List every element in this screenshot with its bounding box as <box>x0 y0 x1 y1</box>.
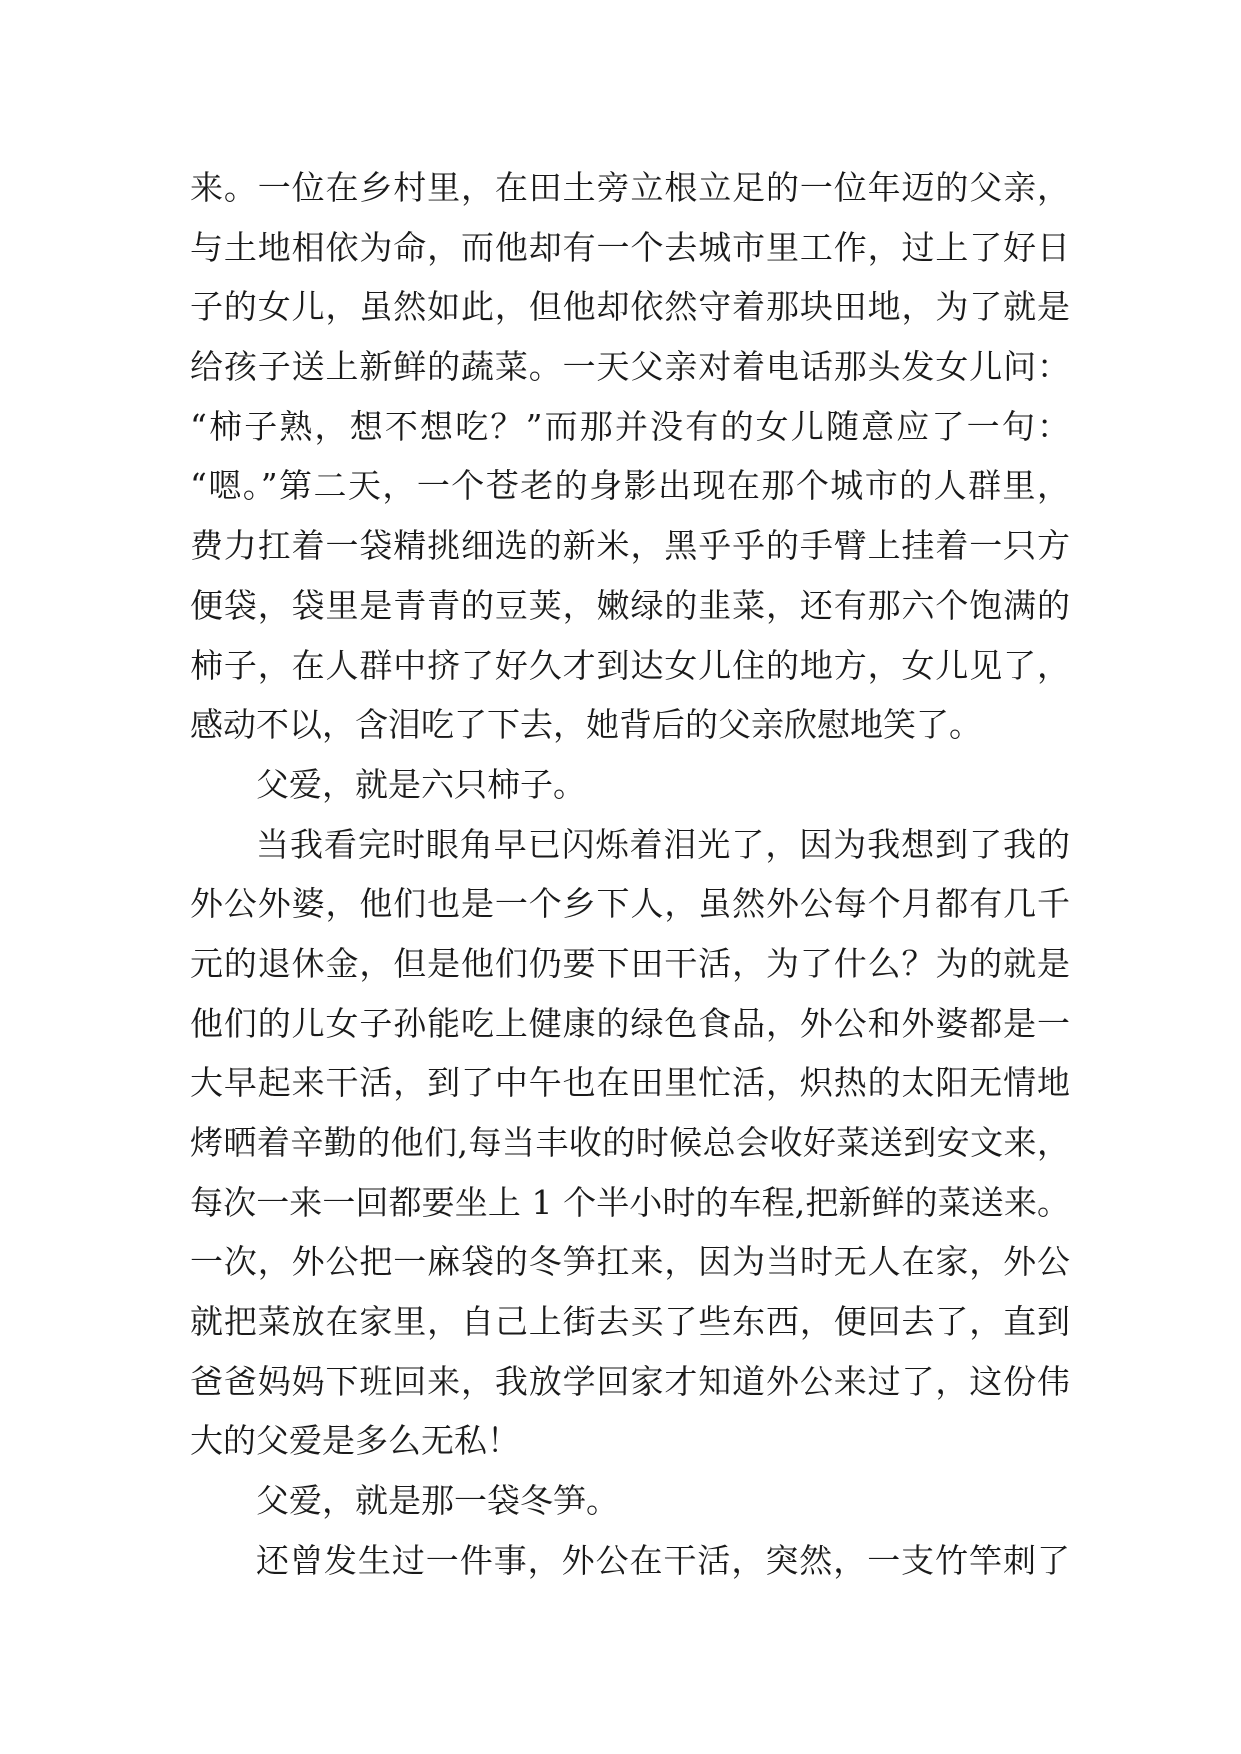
text-line: 费力扛着一袋精挑细选的新米，黑乎乎的手臂上挂着一只方 <box>190 526 1070 566</box>
text-line: 爸爸妈妈下班回来，我放学回家才知道外公来过了，这份伟 <box>190 1361 1070 1401</box>
text-line: 父爱，就是六只柿子。 <box>256 764 586 804</box>
text-line: 一次，外公把一麻袋的冬笋扛来，因为当时无人在家，外公 <box>190 1242 1070 1282</box>
text-line: 大的父爱是多么无私！ <box>190 1421 520 1461</box>
text-line: 父爱，就是那一袋冬笋。 <box>256 1481 619 1521</box>
text-line: 就把菜放在家里，自己上街去买了些东西，便回去了，直到 <box>190 1302 1070 1342</box>
text-line: “柿子熟，想不想吃？”而那并没有的女儿随意应了一句： <box>190 406 1070 446</box>
text-line: 烤晒着辛勤的他们,每当丰收的时候总会收好菜送到安文来， <box>190 1123 1070 1162</box>
text-line: 子的女儿，虽然如此，但他却依然守着那块田地，为了就是 <box>190 287 1070 327</box>
text-line: 每次一来一回都要坐上 1 个半小时的车程,把新鲜的菜送来。 <box>190 1182 1070 1222</box>
text-line: “嗯。”第二天，一个苍老的身影出现在那个城市的人群里， <box>190 466 1070 506</box>
text-line: 当我看完时眼角早已闪烁着泪光了，因为我想到了我的 <box>256 824 1070 864</box>
text-line: 与土地相依为命，而他却有一个去城市里工作，过上了好日 <box>190 227 1070 267</box>
text-line: 便袋，袋里是青青的豆荚，嫩绿的韭菜，还有那六个饱满的 <box>190 585 1070 625</box>
text-line: 大早起来干活，到了中午也在田里忙活，炽热的太阳无情地 <box>190 1063 1070 1103</box>
text-line: 他们的儿女子孙能吃上健康的绿色食品，外公和外婆都是一 <box>190 1003 1070 1043</box>
body-text <box>190 158 1070 1591</box>
text-line: 给孩子送上新鲜的蔬菜。一天父亲对着电话那头发女儿问： <box>190 347 1070 387</box>
text-line: 感动不以，含泪吃了下去，她背后的父亲欣慰地笑了。 <box>190 705 982 745</box>
text-line: 来。一位在乡村里，在田土旁立根立足的一位年迈的父亲， <box>190 168 1070 207</box>
text-line: 外公外婆，他们也是一个乡下人，虽然外公每个月都有几千 <box>190 884 1070 924</box>
text-line: 元的退休金，但是他们仍要下田干活，为了什么？为的就是 <box>190 943 1070 983</box>
text-line: 还曾发生过一件事，外公在干活，突然，一支竹竿刺了 <box>256 1540 1070 1580</box>
text-line: 柿子，在人群中挤了好久才到达女儿住的地方，女儿见了， <box>190 645 1070 685</box>
